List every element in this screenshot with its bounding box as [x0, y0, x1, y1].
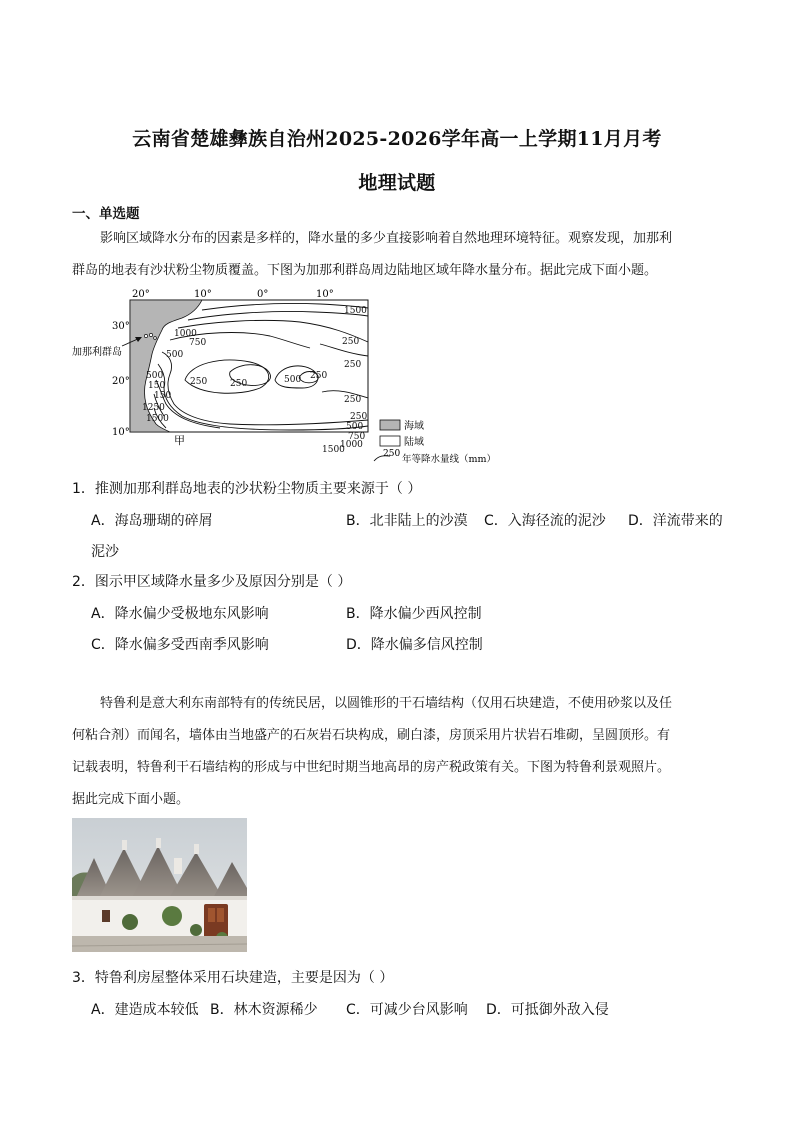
lon-label-20w: 20°	[132, 289, 150, 300]
contour-label: 1000	[174, 329, 197, 339]
contour-label: 150	[148, 381, 166, 391]
lon-label-10e: 10°	[316, 289, 334, 300]
contour-label: 750	[348, 432, 366, 442]
passage-2-line-1: 特鲁利是意大利东南部特有的传统民居，以圆锥形的干石墙结构（仅用石块建造，不使用砂浆以及任	[100, 696, 673, 711]
legend-isoline-value: 250	[383, 449, 401, 459]
question-3-option-d[interactable]: D．可抵御外敌入侵	[486, 1002, 609, 1018]
contour-label: 1250	[142, 403, 165, 413]
contour-label: 1500	[344, 306, 367, 316]
map-frame	[130, 300, 368, 432]
contour-label: 1500	[146, 414, 169, 424]
question-1-option-b[interactable]: B．北非陆上的沙漠	[346, 513, 468, 529]
page-title: 云南省楚雄彝族自治州2025-2026学年高一上学期11月月考	[132, 128, 662, 150]
contour-label: 250	[342, 337, 360, 347]
contour-label: 500	[166, 350, 184, 360]
question-1-option-a[interactable]: A．海岛珊瑚的碎屑	[91, 513, 213, 529]
lat-label-10: 10°	[112, 427, 130, 438]
lon-label-0: 0°	[257, 289, 269, 300]
question-2-option-a[interactable]: A．降水偏少受极地东风影响	[91, 606, 269, 622]
question-2-option-b[interactable]: B．降水偏少西风控制	[346, 606, 482, 622]
map-legend	[374, 419, 496, 465]
passage-2	[72, 688, 722, 816]
passage-1-line-1: 影响区域降水分布的因素是多样的，降水量的多少直接影响着自然地理环境特征。观察发现，加那利	[100, 231, 673, 246]
trulli-photo	[72, 818, 247, 952]
region-jia-label: 甲	[174, 434, 185, 447]
contour-label: 500	[284, 375, 302, 385]
question-3-option-c[interactable]: C．可减少台风影响	[346, 1002, 468, 1018]
lat-label-30: 30°	[112, 321, 130, 332]
question-3-option-a[interactable]: A．建造成本较低	[91, 1002, 199, 1018]
contour-label: 250	[344, 360, 362, 370]
contour-label: 500	[346, 422, 364, 432]
contour-label: 1000	[340, 440, 363, 450]
contour-label: 250	[344, 395, 362, 405]
question-3-option-b[interactable]: B．林木资源稀少	[210, 1002, 318, 1018]
legend-sea-swatch	[380, 420, 400, 430]
question-1-option-c[interactable]: C．入海径流的泥沙	[484, 513, 606, 529]
lon-label-10w: 10°	[194, 289, 212, 300]
question-1-option-d[interactable]: D．洋流带来的	[628, 513, 723, 529]
lat-label-20: 20°	[112, 376, 130, 387]
precipitation-map	[70, 284, 510, 469]
contour-label: 150	[154, 391, 172, 401]
question-3-stem: 3．特鲁利房屋整体采用石块建造，主要是因为（ ）	[72, 970, 394, 986]
contour-label: 1500	[322, 445, 345, 455]
passage-2-line-2: 何粘合剂）而闻名，墙体由当地盛产的石灰岩石块构成，刷白漆，房顶采用片状岩石堆砌，呈圆顶形。有	[72, 728, 671, 743]
contour-label: 250	[190, 377, 208, 387]
contour-label: 500	[146, 371, 164, 381]
contour-label: 250	[230, 379, 248, 389]
legend-sea-label: 海域	[404, 421, 424, 432]
contour-label: 750	[189, 338, 207, 348]
passage-1	[72, 223, 722, 287]
passage-2-line-4: 据此完成下面小题。	[72, 792, 190, 807]
question-1-option-d-continued: 泥沙	[91, 544, 119, 560]
question-1-stem: 1．推测加那利群岛地表的沙状粉尘物质主要来源于（ ）	[72, 481, 422, 497]
passage-1-line-2: 群岛的地表有沙状粉尘物质覆盖。下图为加那利群岛周边陆地区域年降水量分布。据此完成下面小题。	[72, 263, 658, 278]
question-2-option-d[interactable]: D．降水偏多信风控制	[346, 637, 483, 653]
legend-isoline-label: 年等降水量线（mm）	[402, 454, 497, 465]
section-heading: 一、单选题	[72, 206, 140, 222]
legend-land-label: 陆域	[404, 437, 424, 448]
question-2-option-c[interactable]: C．降水偏多受西南季风影响	[91, 637, 269, 653]
contour-label: 250	[350, 412, 368, 422]
page-subtitle: 地理试题	[358, 172, 436, 194]
question-2-stem: 2．图示甲区域降水量多少及原因分别是（ ）	[72, 574, 352, 590]
passage-2-line-3: 记载表明，特鲁利干石墙结构的形成与中世纪时期当地高昂的房产税政策有关。下图为特鲁利景观照片。	[72, 760, 671, 775]
legend-land-swatch	[380, 436, 400, 446]
contour-label: 250	[310, 371, 328, 381]
islands-label: 加那利群岛	[72, 347, 122, 358]
